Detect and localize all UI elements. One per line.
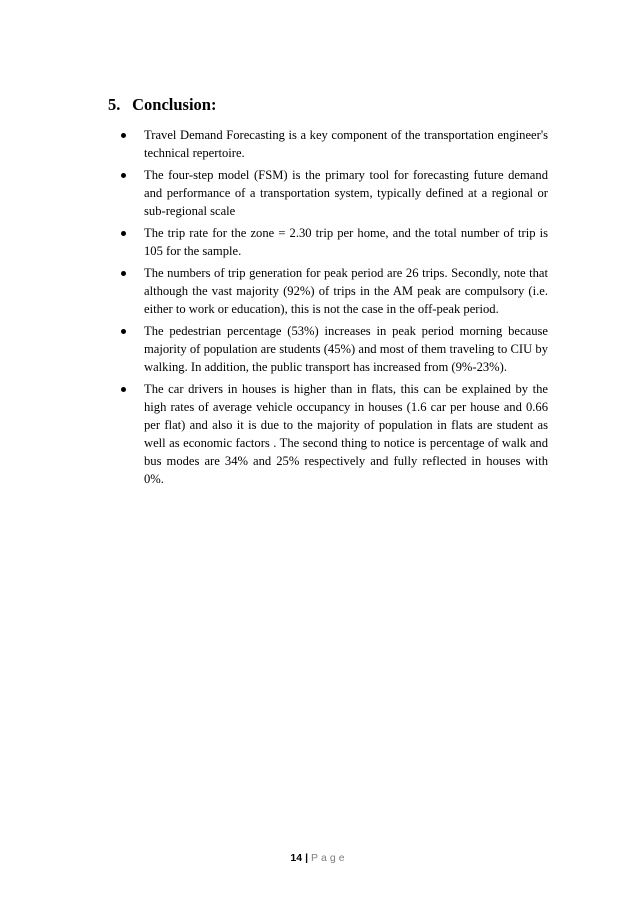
bullet-dot-icon	[121, 329, 126, 334]
page-number: 14	[290, 852, 303, 864]
bullet-text: The car drivers in houses is higher than in flats, this can be explained by the high rates of average vehicle occupancy in houses (1.6 car per house and 0.66 per flat) and also it is due to the majority of population in flats are student as well as economic factors . The second thing to notice is percentage of walk and bus modes are 34% and 25% respectively and fully reflected in houses with 0%.	[144, 382, 548, 486]
conclusion-bullet-list	[118, 126, 548, 492]
bullet-item	[118, 322, 548, 376]
bullet-item	[118, 166, 548, 220]
bullet-item	[118, 224, 548, 260]
bullet-text: The numbers of trip generation for peak period are 26 trips. Secondly, note that although the vast majority (92%) of trips in the AM peak are compulsory (i.e. either to work or education), this is not the case in the off-peak period.	[144, 266, 548, 316]
bullet-dot-icon	[121, 387, 126, 392]
bullet-dot-icon	[121, 173, 126, 178]
bullet-item	[118, 380, 548, 488]
bullet-dot-icon	[121, 231, 126, 236]
bullet-text: The four-step model (FSM) is the primary tool for forecasting future demand and performance of a transportation system, typically defined at a regional or sub-regional scale	[144, 168, 548, 218]
page-footer	[0, 852, 638, 864]
bullet-text: Travel Demand Forecasting is a key component of the transportation engineer's technical repertoire.	[144, 128, 548, 160]
bullet-text: The trip rate for the zone = 2.30 trip per home, and the total number of trip is 105 for the sample.	[144, 226, 548, 258]
bullet-item	[118, 264, 548, 318]
bullet-text: The pedestrian percentage (53%) increases in peak period morning because majority of population are students (45%) and most of them traveling to CIU by walking. In addition, the public transport has increased from (9%-23%).	[144, 324, 548, 374]
bullet-dot-icon	[121, 133, 126, 138]
page-label: Page	[311, 852, 348, 864]
footer-separator: |	[305, 852, 309, 864]
bullet-item	[118, 126, 548, 162]
section-number: 5.	[108, 95, 121, 114]
bullet-dot-icon	[121, 271, 126, 276]
section-heading	[108, 95, 216, 115]
section-title: Conclusion:	[132, 95, 217, 114]
